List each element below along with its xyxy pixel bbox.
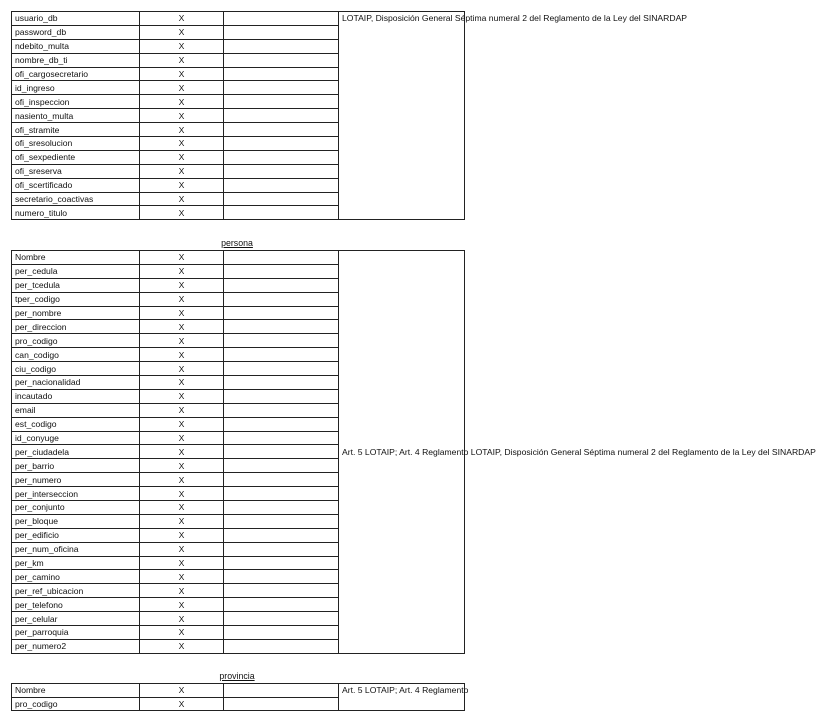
x-mark: X [140,626,224,640]
x-mark: X [140,445,224,459]
x-mark: X [140,206,224,220]
x-mark: X [140,403,224,417]
empty-cell [224,306,339,320]
field-name: ndebito_multa [12,39,140,53]
x-mark: X [140,639,224,653]
field-name: can_codigo [12,348,140,362]
field-name: pro_codigo [12,697,140,711]
x-mark: X [140,697,224,711]
x-mark: X [140,348,224,362]
x-mark: X [140,164,224,178]
x-mark: X [140,178,224,192]
x-mark: X [140,306,224,320]
legal-basis-text: Art. 5 LOTAIP; Art. 4 Reglamento [342,685,469,695]
empty-cell [224,417,339,431]
x-mark: X [140,53,224,67]
x-mark: X [140,109,224,123]
empty-cell [224,164,339,178]
empty-cell [224,639,339,653]
x-mark: X [140,12,224,26]
x-mark: X [140,459,224,473]
x-mark: X [140,67,224,81]
empty-cell [224,25,339,39]
legal-basis-text: LOTAIP, Disposición General Séptima numeral 2 del Reglamento de la Ley del SINARDAP [342,13,688,23]
empty-cell [224,178,339,192]
field-name: id_conyuge [12,431,140,445]
field-name: Nombre [12,684,140,698]
x-mark: X [140,150,224,164]
field-name: ofi_sreserva [12,164,140,178]
empty-cell [224,389,339,403]
empty-cell [224,95,339,109]
field-name: numero_titulo [12,206,140,220]
field-name: per_edificio [12,528,140,542]
x-mark: X [140,417,224,431]
field-name: per_camino [12,570,140,584]
field-name: per_parroquia [12,626,140,640]
x-mark: X [140,514,224,528]
empty-cell [224,67,339,81]
empty-cell [224,626,339,640]
empty-cell [224,109,339,123]
legal-basis-note [339,12,688,220]
empty-cell [224,150,339,164]
table-row [12,684,465,698]
table-provincia [11,683,469,711]
x-mark: X [140,320,224,334]
field-name: nasiento_multa [12,109,140,123]
empty-cell [224,206,339,220]
field-name: ofi_cargosecretario [12,67,140,81]
empty-cell [224,612,339,626]
field-name: ofi_sresolucion [12,137,140,151]
field-name: per_interseccion [12,487,140,501]
empty-cell [224,320,339,334]
empty-cell [224,81,339,95]
empty-cell [224,431,339,445]
x-mark: X [140,570,224,584]
field-name: usuario_db [12,12,140,26]
x-mark: X [140,264,224,278]
empty-cell [224,376,339,390]
field-name: per_ref_ubicacion [12,584,140,598]
x-mark: X [140,584,224,598]
field-name: per_numero [12,473,140,487]
legal-basis-text: Art. 5 LOTAIP; Art. 4 Reglamento LOTAIP, Disposición General Séptima numeral 2 del Reglamento de la Ley del SINARDAP [342,446,816,457]
field-name: per_tcedula [12,278,140,292]
x-mark: X [140,556,224,570]
table-persona [11,250,816,654]
x-mark: X [140,95,224,109]
field-name: Nombre [12,251,140,265]
field-name: per_nacionalidad [12,376,140,390]
field-name: per_bloque [12,514,140,528]
x-mark: X [140,612,224,626]
table-row [12,12,465,26]
x-mark: X [140,684,224,698]
empty-cell [224,12,339,26]
field-name: ciu_codigo [12,362,140,376]
empty-cell [224,556,339,570]
x-mark: X [140,501,224,515]
empty-cell [224,403,339,417]
x-mark: X [140,137,224,151]
empty-cell [224,570,339,584]
empty-cell [224,598,339,612]
field-name: per_ciudadela [12,445,140,459]
field-name: pro_codigo [12,334,140,348]
field-name: ofi_inspeccion [12,95,140,109]
empty-cell [224,684,339,698]
field-name: per_cedula [12,264,140,278]
field-name: ofi_sexpediente [12,150,140,164]
field-name: nombre_db_ti [12,53,140,67]
table-fields-1 [11,11,688,220]
x-mark: X [140,528,224,542]
empty-cell [224,584,339,598]
x-mark: X [140,542,224,556]
empty-cell [224,542,339,556]
field-name: tper_codigo [12,292,140,306]
field-name: ofi_scertificado [12,178,140,192]
empty-cell [224,251,339,265]
field-name: per_celular [12,612,140,626]
x-mark: X [140,598,224,612]
empty-cell [224,487,339,501]
x-mark: X [140,39,224,53]
x-mark: X [140,278,224,292]
empty-cell [224,334,339,348]
field-name: est_codigo [12,417,140,431]
table-title-provincia: provincia [219,671,255,681]
field-name: per_numero2 [12,639,140,653]
field-name: per_nombre [12,306,140,320]
field-name: incautado [12,389,140,403]
empty-cell [224,348,339,362]
table-title-persona: persona [221,238,253,248]
x-mark: X [140,123,224,137]
empty-cell [224,264,339,278]
x-mark: X [140,292,224,306]
x-mark: X [140,81,224,95]
empty-cell [224,137,339,151]
x-mark: X [140,251,224,265]
x-mark: X [140,362,224,376]
field-name: per_km [12,556,140,570]
empty-cell [224,278,339,292]
empty-cell [224,192,339,206]
field-name: ofi_stramite [12,123,140,137]
empty-cell [224,123,339,137]
field-name: id_ingreso [12,81,140,95]
empty-cell [224,501,339,515]
field-name: secretario_coactivas [12,192,140,206]
empty-cell [224,514,339,528]
x-mark: X [140,25,224,39]
x-mark: X [140,376,224,390]
empty-cell [224,39,339,53]
x-mark: X [140,192,224,206]
empty-cell [224,459,339,473]
empty-cell [224,53,339,67]
field-name: per_num_oficina [12,542,140,556]
field-name: email [12,403,140,417]
legal-basis-note [339,251,816,654]
field-name: per_barrio [12,459,140,473]
field-name: per_telefono [12,598,140,612]
x-mark: X [140,334,224,348]
x-mark: X [140,487,224,501]
empty-cell [224,697,339,711]
field-name: password_db [12,25,140,39]
x-mark: X [140,389,224,403]
empty-cell [224,292,339,306]
field-name: per_conjunto [12,501,140,515]
table-row [12,251,465,265]
field-name: per_direccion [12,320,140,334]
empty-cell [224,362,339,376]
x-mark: X [140,431,224,445]
legal-basis-note [339,684,469,711]
empty-cell [224,473,339,487]
empty-cell [224,528,339,542]
x-mark: X [140,473,224,487]
empty-cell [224,445,339,459]
